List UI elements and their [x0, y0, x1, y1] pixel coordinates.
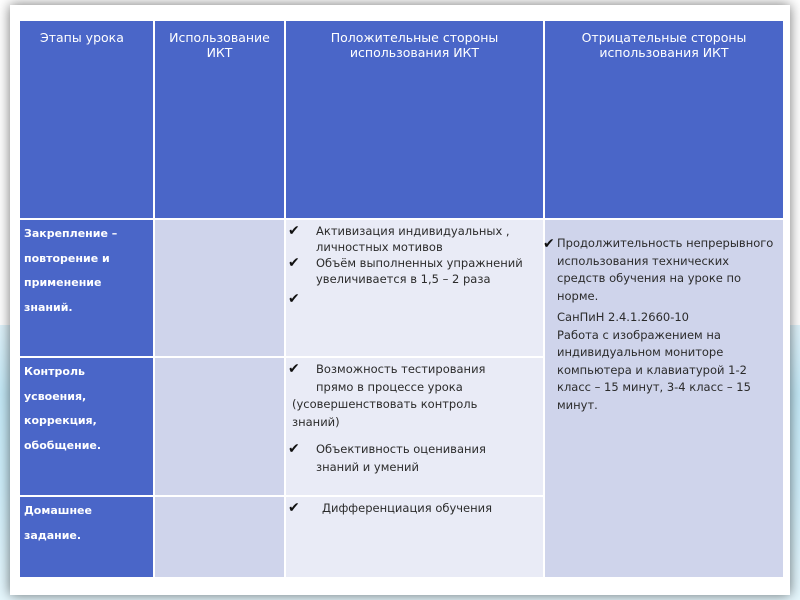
check-icon: ✔ [288, 361, 300, 377]
positives-cell-homework [286, 497, 543, 577]
negative-detail: Работа с изображением на индивидуальном мониторе компьютера и клавиатурой 1-2 класс – 15 минут, 3-4 класс – 15 минут. [557, 327, 751, 412]
list-item [286, 255, 539, 287]
positives-list-control [286, 361, 539, 396]
negative-item [543, 235, 781, 305]
stage-homework-label: Домашнее задание. [24, 504, 92, 542]
check-icon: ✔ [288, 500, 300, 516]
positives-cell-control [286, 358, 543, 495]
lesson-ict-table [20, 21, 783, 577]
list-item [286, 361, 539, 396]
header-positives [286, 21, 543, 218]
check-icon: ✔ [288, 441, 300, 457]
header-negatives-label: Отрицательные стороны использования ИКТ [581, 30, 747, 60]
positive-text: Объективность оценивания знаний и умений [316, 442, 486, 474]
stage-control-label: Контроль усвоения, коррекция, обобщение. [24, 365, 102, 452]
positive-text: Объём выполненных упражнений увеличивается в 1,5 – 2 раза [316, 256, 523, 286]
stage-cell-control [20, 358, 153, 495]
list-item [286, 441, 539, 476]
stage-consolidation-label: Закрепление – повторение и применение знаний. [24, 227, 118, 314]
header-stages-label: Этапы урока [40, 30, 124, 45]
positives-list-homework [286, 500, 539, 516]
positives-list-control-2 [286, 441, 539, 476]
header-ict-usage [155, 21, 284, 218]
sanpin-norm: СанПиН 2.4.1.2660-10 [557, 310, 689, 324]
control-note: (усовершенствовать контроль знаний) [292, 397, 478, 429]
list-item [286, 287, 539, 309]
ict-usage-cell-homework [155, 497, 284, 577]
check-icon: ✔ [288, 291, 300, 307]
negatives-cell [545, 220, 783, 577]
positive-text: Возможность тестирования прямо в процессе урока [316, 362, 486, 394]
positive-text: Дифференциация обучения [322, 501, 493, 515]
header-ict-usage-label: Использование ИКТ [169, 30, 270, 60]
list-item [286, 500, 539, 516]
list-item [286, 223, 539, 255]
header-positives-label: Положительные стороны использования ИКТ [330, 30, 499, 60]
header-negatives [545, 21, 783, 218]
check-icon: ✔ [288, 255, 300, 271]
ict-usage-cell-consolidation [155, 220, 284, 356]
stage-cell-consolidation [20, 220, 153, 356]
check-icon: ✔ [543, 236, 555, 252]
header-stages [20, 21, 153, 218]
positives-list-consolidation [286, 223, 539, 309]
positive-text: Активизация индивидуальных , личностных мотивов [316, 224, 510, 254]
stage-cell-homework [20, 497, 153, 577]
ict-usage-cell-control [155, 358, 284, 495]
negative-text: Продолжительность непрерывного использования технических средств обучения на уроке по норме. [557, 236, 774, 303]
positives-cell-consolidation [286, 220, 543, 356]
check-icon: ✔ [288, 223, 300, 239]
